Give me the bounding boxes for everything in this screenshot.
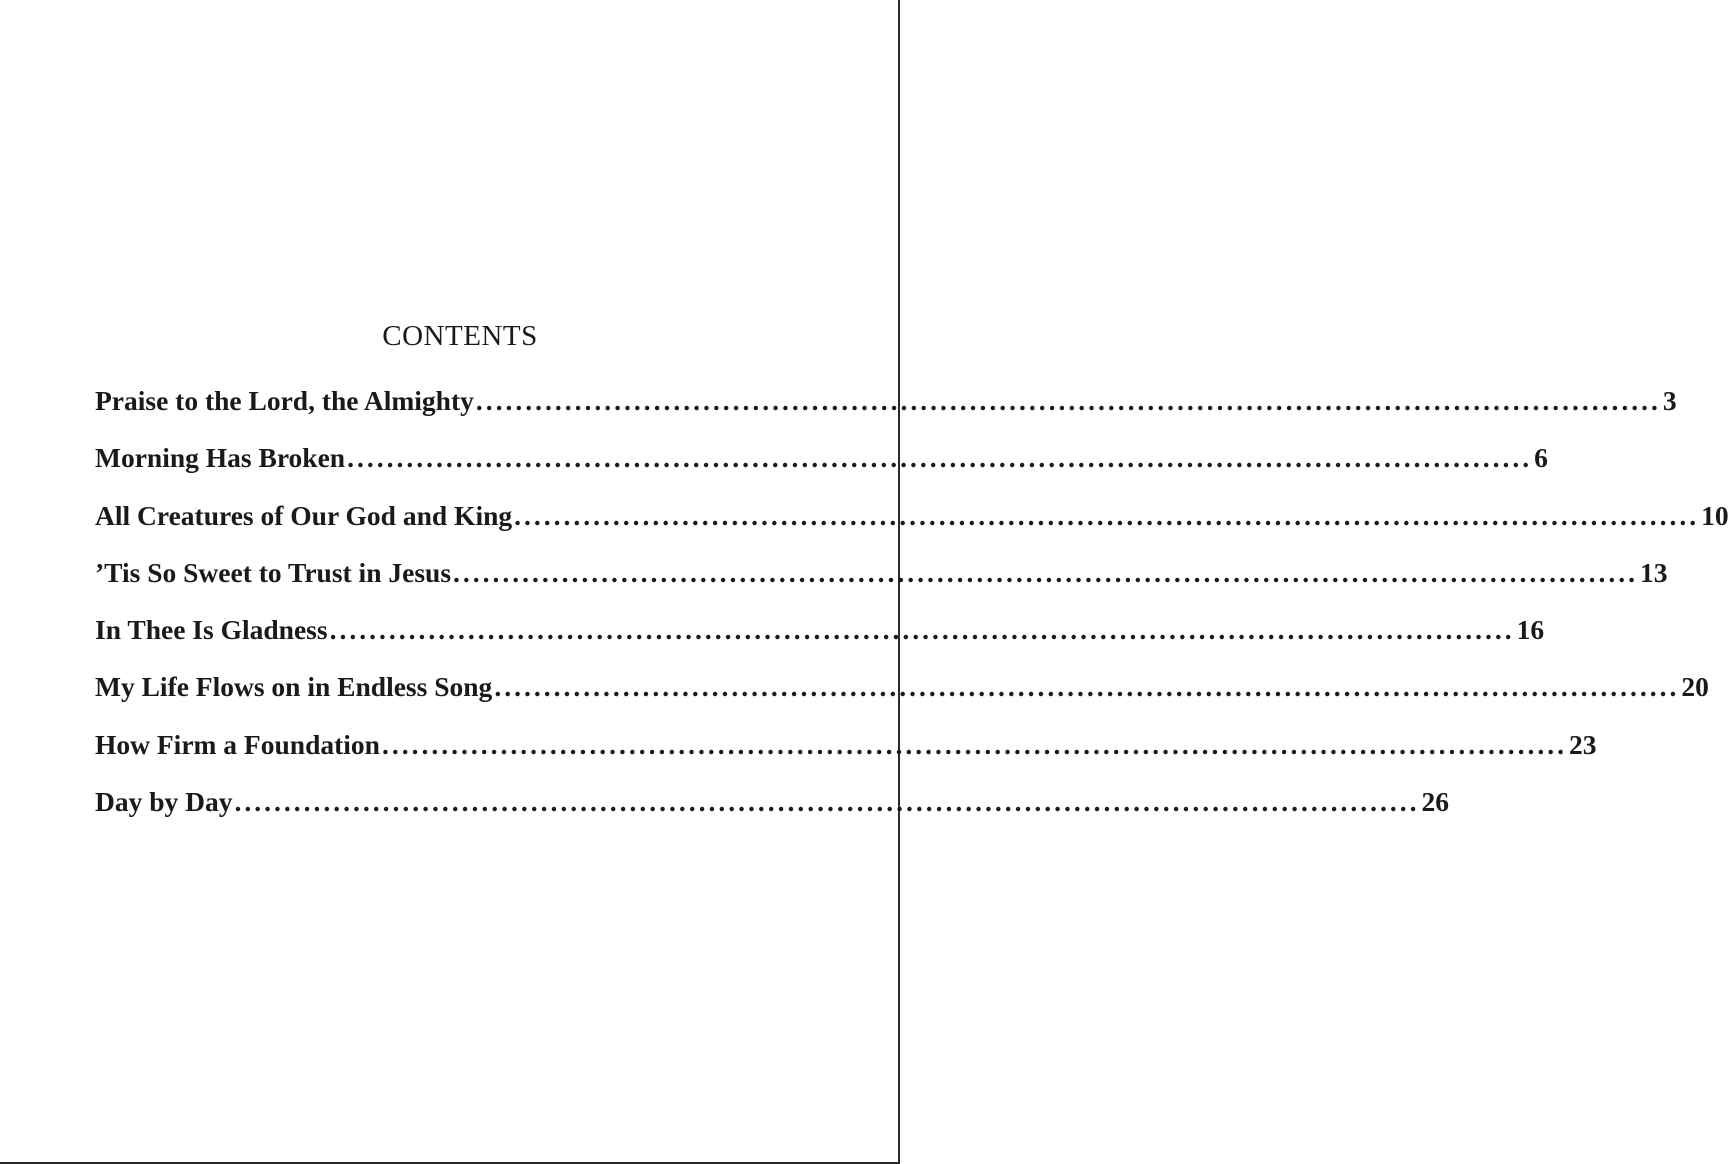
toc-leader-dots: ........................................................................................................................ xyxy=(347,442,1533,474)
table-of-contents xyxy=(95,385,1729,843)
toc-entry-title: How Firm a Foundation xyxy=(95,728,380,760)
toc-leader-dots: ........................................................................................................................ xyxy=(453,556,1639,588)
toc-leader-dots: ........................................................................................................................ xyxy=(494,671,1680,703)
toc-leader-dots: ........................................................................................................................ xyxy=(475,385,1661,416)
toc-entry xyxy=(95,499,1729,557)
toc-entry-page: 3 xyxy=(1662,385,1677,416)
toc-entry xyxy=(95,614,1545,671)
toc-entry-page: 6 xyxy=(1534,442,1548,474)
toc-entry xyxy=(95,728,1597,786)
toc-entry xyxy=(95,786,1450,843)
toc-entry-title: Morning Has Broken xyxy=(95,442,346,474)
toc-entry-title: In Thee Is Gladness xyxy=(95,614,328,646)
toc-leader-dots: ........................................................................................................................ xyxy=(329,614,1515,646)
toc-leader-dots: ........................................................................................................................ xyxy=(381,728,1567,760)
toc-entry-page: 26 xyxy=(1421,786,1450,818)
toc-entry-page: 20 xyxy=(1681,671,1709,703)
toc-entry-page: 23 xyxy=(1568,728,1597,760)
toc-entry xyxy=(95,556,1668,614)
toc-entry xyxy=(95,671,1709,728)
toc-entry-title: Day by Day xyxy=(95,786,233,818)
toc-entry-title: All Creatures of Our God and King xyxy=(95,499,513,531)
toc-entry xyxy=(95,385,1677,442)
toc-entry-page: 13 xyxy=(1640,556,1668,588)
toc-leader-dots: ........................................................................................................................ xyxy=(234,786,1420,818)
toc-entry xyxy=(95,442,1548,499)
toc-entry-title: ’Tis So Sweet to Trust in Jesus xyxy=(95,556,452,588)
toc-entry-page: 16 xyxy=(1516,614,1545,646)
toc-entry-title: My Life Flows on in Endless Song xyxy=(95,671,493,703)
toc-leader-dots: ........................................................................................................................ xyxy=(514,499,1700,531)
toc-entry-page: 10 xyxy=(1701,499,1729,531)
toc-entry-title: Praise to the Lord, the Almighty xyxy=(95,385,474,416)
contents-heading: CONTENTS xyxy=(382,320,538,352)
